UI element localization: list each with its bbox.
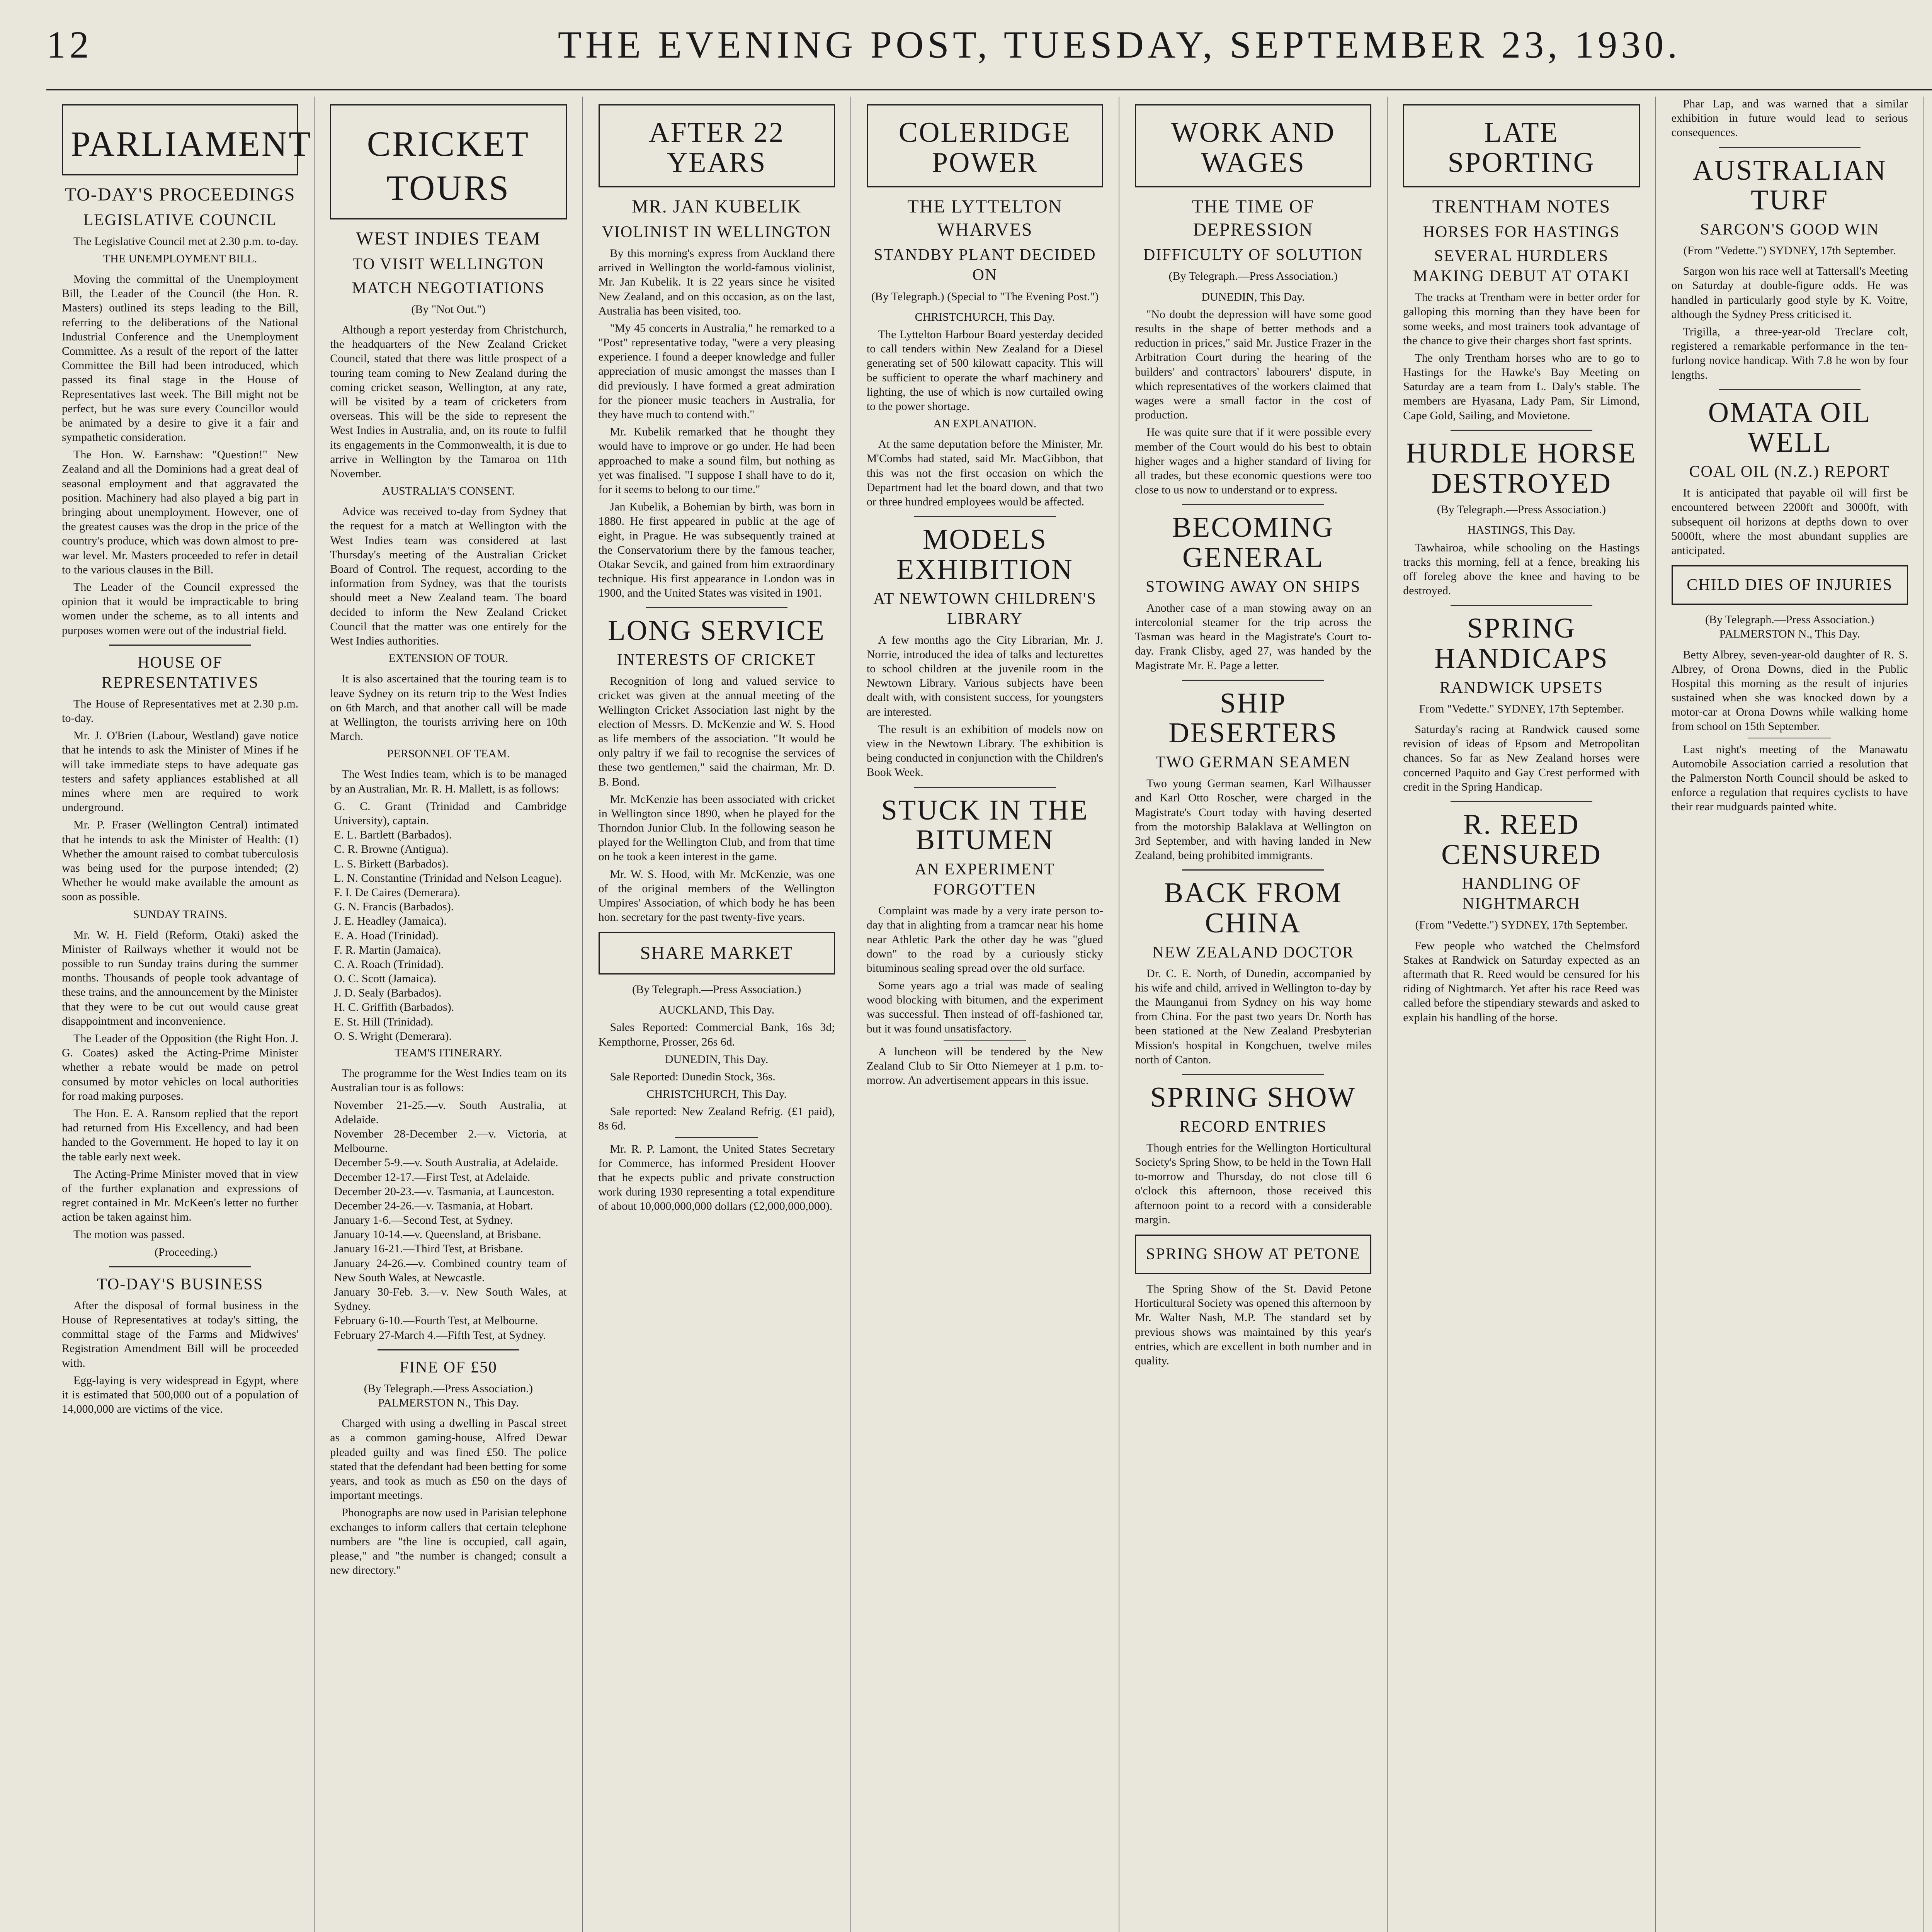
divider	[1182, 680, 1324, 681]
paragraph: The Legislative Council met at 2.30 p.m. to-day.	[73, 235, 299, 248]
subheading: SUNDAY TRAINS.	[133, 908, 228, 921]
paragraph: A few months ago the City Librarian, Mr. J. Norrie, introduced the idea of talks and lecturettes to school children at the juvenile room in the Newtown Library. Various subjects have been dealt with, with consistent success, for youngsters are interested.	[866, 633, 1103, 718]
paragraph: The Lyttelton Harbour Board yesterday decided to call tenders within New Zealand for a Diesel generating set of 500 kilowatt capacity. This will be sufficient to operate the wharf machinery and lighting, the use of which is now curtailed owing to the power shortage.	[866, 328, 1103, 413]
dateline: DUNEDIN, This Day.	[1201, 290, 1305, 303]
divider	[378, 1349, 519, 1350]
paragraph: Another case of a man stowing away on an intercolonial steamer for the trip across the Tasman was heard in the Magistrate's Court to-day. Frank Clisby, aged 27, was handed by the Magistrate Mr. E. Page a letter.	[1135, 601, 1372, 672]
paragraph: The Hon. W. Earnshaw: "Question!" New Zealand and all the Dominions had a great deal of seasonal employment and that aggravated the position. Machinery had also played a big part in bringing about unemployment. However, one of the greatest causes was the drop in the price of the country's produce, which was down almost to pre-war level. Mr. Masters proceeded to refer in detail to the various clauses in the Bill.	[62, 448, 299, 576]
paragraph: The programme for the West Indies team on its Australian tour is as follows:	[330, 1067, 567, 1094]
column-4	[851, 97, 1119, 1932]
subheading: THE UNEMPLOYMENT BILL.	[103, 252, 257, 265]
paragraph: Egg-laying is very widespread in Egypt, where it is estimated that 500,000 out of a population of 14,000,000 are victims of the vice.	[62, 1374, 299, 1416]
newspaper-columns	[46, 97, 1932, 1932]
paragraph: The result is an exhibition of models now on view in the Newtown Library. The exhibition is being conducted in conjunction with the Children's Book Week.	[866, 723, 1103, 779]
column-2	[315, 97, 583, 1932]
paragraph: After the disposal of formal business in the House of Representatives at today's sitting, the committal stage of the Farms and Midwives' Registration Amendment Bill will be proceeded with.	[62, 1299, 299, 1369]
paragraph: Mr. W. H. Field (Reform, Otaki) asked the Minister of Railways whether it would not be possible to run Sunday trains during the summer months. Thousands of people took advantage of these trains, and the announcement by the Minister that they were to be cut out would cause great disappointment and inconvenience.	[62, 928, 299, 1027]
stuck-in-bitumen-heading: STUCK IN THE BITUMEN	[881, 794, 1088, 856]
byline: (By Telegraph.—Press Association.)	[632, 983, 801, 996]
deck: INTERESTS OF CRICKET	[617, 651, 816, 669]
paragraph: Trigilla, a three-year-old Treclare colt, registered a remarkable performance in the ten-furlong novice handicap. With 7.8 he won by four lengths.	[1671, 325, 1908, 381]
byline: (By Telegraph.—Press Association.) PALMERSTON N., This Day.	[364, 1382, 533, 1410]
list-item: January 30-Feb. 3.—v. New South Wales, at Sydney.	[334, 1286, 567, 1313]
paragraph: It is also ascertained that the touring team is to leave Sydney on its return trip to the West Indies on 6th March, and that another call will be made at Wellington, the tourists arriving here on 10th March.	[330, 672, 567, 743]
work-and-wages-heading: WORK AND WAGES	[1171, 117, 1335, 179]
deck: HORSES FOR HASTINGS	[1423, 223, 1620, 241]
omata-oil-well-heading: OMATA OIL WELL	[1708, 396, 1871, 459]
divider	[1451, 605, 1592, 606]
list-item: J. D. Sealy (Barbados).	[334, 986, 442, 1000]
paragraph: (Proceeding.)	[154, 1245, 218, 1259]
paragraph: It is anticipated that payable oil will first be encountered between 2200ft and 3000ft, with subsequent oil horizons at depths down to over 5000ft, where the most abundant supplies are anticipated.	[1671, 486, 1908, 557]
ship-deserters-heading: SHIP DESERTERS	[1168, 687, 1338, 749]
paragraph: At the same deputation before the Minister, Mr. M'Combs had stated, said Mr. MacGibbon, that this was not the first occasion on which the Department had let the board down, and that two or three hundred employees would be affected.	[866, 438, 1103, 508]
paragraph: The West Indies team, which is to be managed by an Australian, Mr. R. H. Mallett, is as follows:	[330, 768, 567, 795]
becoming-general-heading: BECOMING GENERAL	[1172, 512, 1334, 573]
paragraph: Dr. C. E. North, of Dunedin, accompanied by his wife and child, arrived in Wellington to-day by the Maunganui from Sydney on his way home from China. For the past two years Dr. North has been stationed at the New Zealand Presbyterian Mission's hospital in Kongchuen, twelve miles north of Canton.	[1135, 967, 1372, 1066]
list-item: December 12-17.—First Test, at Adelaide.	[334, 1170, 531, 1184]
deck: HANDLING OF NIGHTMARCH	[1462, 875, 1581, 913]
list-item: December 5-9.—v. South Australia, at Adelaide.	[334, 1156, 558, 1169]
paragraph: Sales Reported: Commercial Bank, 16s 3d; Kempthorne, Prosser, 26s 6d.	[598, 1021, 835, 1048]
list-item: January 1-6.—Second Test, at Sydney.	[334, 1214, 513, 1227]
paragraph: The House of Representatives met at 2.30 p.m. to-day.	[62, 697, 299, 725]
list-item: November 21-25.—v. South Australia, at Adelaide.	[334, 1099, 567, 1126]
divider	[1182, 1074, 1324, 1075]
byline: From "Vedette." SYDNEY, 17th September.	[1419, 702, 1624, 715]
divider	[675, 1137, 758, 1138]
paragraph: Two young German seamen, Karl Wilhausser and Karl Otto Roscher, were charged in the Magistrate's Court today with having deserted from the motorship Balaklava at Wellington on 3rd September, and with having landed in New Zealand, being prohibited immigrants.	[1135, 777, 1372, 862]
coleridge-power-heading: COLERIDGE POWER	[898, 117, 1071, 179]
reed-censured-heading: R. REED CENSURED	[1441, 808, 1602, 871]
paragraph: The Acting-Prime Minister moved that in view of the further explanation and expressions of regret contained in Mr. McKeen's letter no further action be taken against him.	[62, 1167, 299, 1224]
list-item: G. N. Francis (Barbados).	[334, 900, 454, 913]
divider	[1182, 504, 1324, 505]
byline: (By Telegraph.—Press Association.)	[1437, 503, 1606, 516]
list-item: J. E. Headley (Jamaica).	[334, 915, 447, 928]
depression-heading: THE TIME OF DEPRESSION	[1192, 196, 1315, 240]
list-item: F. I. De Caires (Demerara).	[334, 886, 460, 899]
paragraph: The Hon. E. A. Ransom replied that the report had returned from His Excellency, and had been handed to the Government. He hoped to lay it on the table early next week.	[62, 1107, 299, 1163]
kubelik-heading: MR. JAN KUBELIK	[631, 196, 802, 217]
subheading: EXTENSION OF TOUR.	[388, 652, 509, 665]
todays-business-heading: TO-DAY'S BUSINESS	[97, 1275, 264, 1293]
deck: SARGON'S GOOD WIN	[1700, 220, 1879, 238]
paragraph: Mr. J. O'Brien (Labour, Westland) gave notice that he intends to ask the Minister of Mines if he will take immediate steps to have adequate gas testers and safety appliances established at all mines where men are required to work underground.	[62, 729, 299, 814]
house-of-representatives-heading: HOUSE OF REPRESENTATIVES	[101, 653, 259, 692]
list-item: January 10-14.—v. Queensland, at Brisbane.	[334, 1228, 541, 1241]
paragraph: The only Trentham horses who are to go to Hastings for the Hawke's Bay Meeting on Saturday are a team from L. Daly's stable. The members are Hyasana, Lady Pam, Sir Limond, Cape Gold, Sailing, and Movietone.	[1403, 351, 1640, 422]
paragraph: Sargon won his race well at Tattersall's Meeting on Saturday at double-figure odds. He was handled in particularly good style by K. Voitre, although the Sydney Press criticised it.	[1671, 265, 1908, 321]
deck: TO VISIT WELLINGTON	[352, 255, 544, 273]
list-item: December 24-26.—v. Tasmania, at Hobart.	[334, 1199, 533, 1212]
trentham-notes-heading: TRENTHAM NOTES	[1432, 196, 1611, 217]
paragraph: Mr. R. P. Lamont, the United States Secretary for Commerce, has informed President Hoover that he expects public and private construction work during 1930 representing a total expenditure of about 10,000,000,000 dollars (£2,000,000,000).	[598, 1142, 835, 1213]
dateline: AUCKLAND, This Day.	[659, 1003, 775, 1017]
paragraph: A luncheon will be tendered by the New Zealand Club to Sir Otto Niemeyer at 1 p.m. to-morrow. An advertisement appears in this issue.	[866, 1045, 1103, 1087]
paragraph: Moving the committal of the Unemployment Bill, the Leader of the Council (the Hon. R. Masters) outlined its steps leading to the Bill, referring to the deliberations of the National Industrial Conference and the Unemployment Committee. As a result of the report of the latter Committee the Bill had been introduced, which passed its final stage in the House of Representatives last week. The Bill might not be perfect, but he was sure every Councillor would be animated by a desire to give it a fair and sympathetic consideration.	[62, 273, 299, 444]
deck: RANDWICK UPSETS	[1439, 679, 1603, 697]
itinerary-list	[330, 1098, 566, 1342]
divider	[1451, 430, 1592, 431]
byline: (By Telegraph.—Press Association.)	[1168, 270, 1338, 283]
fine-heading: FINE OF £50	[399, 1358, 497, 1376]
byline: (From "Vedette.") SYDNEY, 17th September.	[1683, 244, 1896, 257]
paragraph: Mr. P. Fraser (Wellington Central) intimated that he intends to ask the Minister of Health: (1) Whether the amount raised to combat tuberculosis was being used for the purpose intended; (2) Whether he would make available the amount as soon as possible.	[62, 818, 299, 903]
list-item: December 20-23.—v. Tasmania, at Launceston.	[334, 1185, 554, 1198]
column-7	[1656, 97, 1924, 1932]
paragraph: Saturday's racing at Randwick caused some revision of ideas of Epsom and Metropolitan chances. So far as New Zealand horses were concerned Paquito and Gay Crest performed with credit in the Spring Handicap.	[1403, 723, 1640, 793]
deck: STANDBY PLANT DECIDED ON	[874, 246, 1096, 284]
divider	[944, 1040, 1026, 1041]
divider	[109, 1266, 251, 1267]
subheading: AUSTRALIA'S CONSENT.	[382, 485, 515, 498]
paragraph: Mr. W. S. Hood, with Mr. McKenzie, was one of the original members of the Wellington Umpires' Association, of which body he has been hon. secretary for the past twenty-five years.	[598, 867, 835, 924]
dateline: CHRISTCHURCH, This Day.	[646, 1088, 787, 1101]
child-dies-heading: CHILD DIES OF INJURIES	[1687, 576, 1893, 594]
deck: SEVERAL HURDLERS MAKING DEBUT AT OTAKI	[1413, 247, 1630, 286]
team-list	[330, 799, 566, 1043]
list-item: January 16-21.—Third Test, at Brisbane.	[334, 1242, 523, 1255]
late-sporting-heading: LATE SPORTING	[1447, 117, 1595, 179]
dateline: CHRISTCHURCH, This Day.	[915, 310, 1055, 323]
paragraph: Charged with using a dwelling in Pascal street as a common gaming-house, Alfred Dewar pleaded guilty and was fined £50. The police stated that the defendant had been betting for some years, and took as much as £50 on the days of important meetings.	[330, 1417, 567, 1502]
paragraph: "No doubt the depression will have some good results in the shape of better methods and a reduction in prices," said Mr. Justice Frazer in the Arbitration Court during the hearing of the builders' and contractors' labourers' dispute, in which representatives of the workers claimed that wages were a small factor in the cost of production.	[1135, 308, 1372, 422]
divider	[109, 645, 251, 646]
long-service-heading: LONG SERVICE	[608, 615, 825, 647]
paragraph: The Spring Show of the St. David Petone Horticultural Society was opened this afternoon by Mr. Walter Nash, M.P. The standard set by previous shows was maintained by this year's entries, which are excellent in both number and in quality.	[1135, 1282, 1372, 1367]
subheading: TEAM'S ITINERARY.	[395, 1046, 502, 1060]
paragraph: Though entries for the Wellington Horticultural Society's Spring Show, to be held in the Town Hall to-morrow and Thursday, do not close till 6 o'clock this afternoon, those received this afternoon point to a record with a considerable margin.	[1135, 1141, 1372, 1226]
paragraph: Recognition of long and valued service to cricket was given at the annual meeting of the Wellington Cricket Association last night by the election of Messrs. D. McKenzie and W. S. Hood as life members of the association. "It would be only paltry if we fail to recognise the services of these two gentlemen," said the chairman, Mr. D. B. Bond.	[598, 675, 835, 788]
list-item: C. A. Roach (Trinidad).	[334, 957, 444, 971]
todays-proceedings-heading: TO-DAY'S PROCEEDINGS	[65, 184, 296, 205]
paragraph: The tracks at Trentham were in better order for galloping this morning than they have been for some weeks, and most trainers took advantage of the chance to give their charges short fast sprints.	[1403, 291, 1640, 347]
column-3	[583, 97, 851, 1932]
australian-turf-heading: AUSTRALIAN TURF	[1692, 154, 1887, 216]
byline: (By Telegraph.) (Special to "The Evening Post.")	[871, 290, 1099, 303]
paragraph: Tawhairoa, while schooling on the Hastings tracks this morning, fell at a fence, breaking his off foreleg above the knee and having to be destroyed.	[1403, 541, 1640, 597]
paragraph: Mr. McKenzie has been associated with cricket in Wellington since 1890, when he played for the Thorndon Junior Club. In the following season he played for the Wellington Club, and from that time on he took a keen interest in the game.	[598, 793, 835, 863]
paragraph: Last night's meeting of the Manawatu Automobile Association carried a resolution that the Palmerston North Council should be asked to enforce a regulation that requires cyclists to have their rear mudguards painted white.	[1671, 743, 1908, 813]
list-item: O. S. Wright (Demerara).	[334, 1029, 452, 1043]
deck: NEW ZEALAND DOCTOR	[1152, 943, 1354, 961]
dateline: HASTINGS, This Day.	[1467, 524, 1575, 537]
paragraph: Phar Lap, and was warned that a similar exhibition in future would lead to serious consequences.	[1671, 97, 1908, 139]
byline: (By "Not Out.")	[411, 303, 486, 316]
paragraph: "My 45 concerts in Australia," he remarked to a "Post" representative today, "were a very pleasing experience. I found a deeper knowledge and fuller appreciation of music amongst the masses than I did previously. I have formed a great admiration for the pioneer music teachers in Australia, for they have much to contend with."	[598, 321, 835, 421]
deck: COAL OIL (N.Z.) REPORT	[1689, 463, 1890, 481]
divider	[646, 607, 787, 608]
west-indies-team-heading: WEST INDIES TEAM	[356, 228, 541, 249]
list-item: F. R. Martin (Jamaica).	[334, 943, 441, 956]
column-1	[46, 97, 315, 1932]
paragraph: Jan Kubelik, a Bohemian by birth, was born in 1880. He first appeared in public at the age of eight, in Prague. He was subsequently trained at the Conservatorium there by the famous teacher, Otakar Sevcik, and gained from him extraordinary technique. His first appearance in London was in 1900, and the United States was visited in 1901.	[598, 500, 835, 600]
back-from-china-heading: BACK FROM CHINA	[1164, 877, 1342, 939]
paragraph: Sale Reported: Dunedin Stock, 36s.	[610, 1070, 776, 1083]
list-item: February 27-March 4.—Fifth Test, at Sydney.	[334, 1328, 546, 1342]
list-item: E. St. Hill (Trinidad).	[334, 1015, 434, 1028]
divider	[1719, 389, 1861, 390]
page-number-left: 12	[46, 23, 93, 66]
list-item: O. C. Scott (Jamaica).	[334, 972, 437, 985]
hurdle-horse-heading: HURDLE HORSE DESTROYED	[1406, 437, 1637, 499]
deck: TWO GERMAN SEAMEN	[1155, 753, 1351, 772]
paragraph: Few people who watched the Chelmsford Stakes at Randwick on Saturday expected as an aftermath that R. Reed would be censured for his riding of Nightmarch. Yet after his race Reed was called before the stipendiary stewards and asked to explain his handling of the horse.	[1403, 939, 1640, 1024]
list-item: February 6-10.—Fourth Test, at Melbourne.	[334, 1314, 538, 1327]
parliament-heading: PARLIAMENT	[71, 124, 312, 163]
list-item: L. S. Birkett (Barbados).	[334, 857, 449, 870]
lyttelton-wharves-heading: THE LYTTELTON WHARVES	[907, 196, 1063, 240]
paragraph: Advice was received to-day from Sydney that the request for a match at Wellington with the West Indies team was considered at last Thursday's meeting of the Australian Cricket Board of Control. The request, according to the information from Sydney, was that the tourists should meet a New Zealand team. The board decided to inform the New Zealand Cricket Council that the matter was one entirely for the West Indies authorities.	[330, 505, 567, 647]
paragraph: By this morning's express from Auckland there arrived in Wellington the world-famous violinist, Mr. Jan Kubelik. It is 22 years since he visited New Zealand, and on this occasion, as on the last, Australia has been visited, too.	[598, 247, 835, 317]
list-item: January 24-26.—v. Combined country team of New South Wales, at Newcastle.	[334, 1257, 567, 1284]
column-8	[1924, 97, 1932, 1932]
dateline: DUNEDIN, This Day.	[665, 1053, 769, 1066]
list-item: E. L. Bartlett (Barbados).	[334, 828, 452, 842]
divider	[914, 787, 1056, 788]
divider	[1451, 801, 1592, 802]
list-item: L. N. Constantine (Trinidad and Nelson League).	[334, 871, 562, 884]
column-6	[1388, 97, 1656, 1932]
paragraph: Phonographs are now used in Parisian telephone exchanges to inform callers that certain telephone numbers are "the line is occupied, call again, please," and "the number is changed; consult a new directory."	[330, 1506, 567, 1577]
deck: RECORD ENTRIES	[1179, 1117, 1327, 1136]
paragraph: The motion was passed.	[73, 1228, 185, 1241]
paragraph: Although a report yesterday from Christchurch, the headquarters of the New Zealand Cricket Council, stated that there was little prospect of a touring team coming to New Zealand during the coming cricket season, Wellington, at any rate, will be visited by a team of cricketers from overseas. This will be the side to represent the West Indies in Australia, and, on its route to fulfil its engagements in the Commonwealth, it is due to arrive in Wellington by the Tamaroa on 11th November.	[330, 323, 567, 480]
spring-handicaps-heading: SPRING HANDICAPS	[1434, 612, 1609, 674]
divider	[1182, 869, 1324, 871]
list-item: H. C. Griffith (Barbados).	[334, 1001, 454, 1014]
masthead	[46, 12, 1932, 90]
spring-show-heading: SPRING SHOW	[1150, 1082, 1356, 1114]
column-5	[1119, 97, 1388, 1932]
deck: MATCH NEGOTIATIONS	[352, 279, 545, 297]
masthead-title: THE EVENING POST, TUESDAY, SEPTEMBER 23, 1930.	[558, 23, 1681, 66]
share-market-heading: SHARE MARKET	[640, 943, 793, 964]
list-item: G. C. Grant (Trinidad and Cambridge University), captain.	[334, 799, 567, 827]
paragraph: He was quite sure that if it were possible every member of the Court would do his best to obtain higher wages and a higher standard of living for all trades, but these economic questions were too close to us now to understand or to express.	[1135, 426, 1372, 497]
paragraph: Sale reported: New Zealand Refrig. (£1 paid), 8s 6d.	[598, 1105, 835, 1133]
deck: AT NEWTOWN CHILDREN'S LIBRARY	[873, 590, 1097, 628]
deck: AN EXPERIMENT FORGOTTEN	[915, 860, 1055, 899]
paragraph: Some years ago a trial was made of sealing wood blocking with bitumen, and the experiment was successful. Then instead of off-fashioned tar, but it was found unsatisfactory.	[866, 979, 1103, 1035]
divider	[914, 516, 1056, 517]
deck: STOWING AWAY ON SHIPS	[1145, 578, 1361, 596]
spring-show-petone-heading: SPRING SHOW AT PETONE	[1146, 1245, 1361, 1263]
list-item: E. A. Hoad (Trinidad).	[334, 929, 439, 942]
cricket-tours-heading: CRICKET TOURS	[367, 124, 530, 208]
subheading: AN EXPLANATION.	[933, 417, 1037, 430]
subheading: PERSONNEL OF TEAM.	[387, 747, 510, 760]
legislative-council-heading: LEGISLATIVE COUNCIL	[83, 211, 277, 229]
deck: VIOLINIST IN WELLINGTON	[602, 223, 832, 241]
paragraph: Mr. Kubelik remarked that he thought they would have to improve or go under. He had been approached to make a sound film, but nothing as yet was finalised. "I suppose I shall have to do it, for it seems to belong to our time."	[598, 425, 835, 496]
paragraph: Complaint was made by a very irate person to-day that in alighting from a tramcar near his home near Athletic Park the other day he was "glued down" to the road by a curiously sticky bituminous sealing spread over the old surface.	[866, 904, 1103, 975]
paragraph: Betty Albrey, seven-year-old daughter of R. S. Albrey, of Orona Downs, died in the Public Hospital this morning as the result of injuries sustained when she was knocked down by a motor-car at Orona Downs while walking home from school on 15th September.	[1671, 648, 1908, 733]
deck: DIFFICULTY OF SOLUTION	[1143, 246, 1363, 264]
paragraph: The Leader of the Opposition (the Right Hon. J. G. Coates) asked the Acting-Prime Minister whether a rebate would be made on petrol consumed by motor vehicles on local authorities for road making purposes.	[62, 1032, 299, 1102]
byline: (From "Vedette.") SYDNEY, 17th September.	[1415, 918, 1628, 932]
byline: (By Telegraph.—Press Association.) PALMERSTON N., This Day.	[1705, 613, 1874, 641]
paragraph: The Leader of the Council expressed the opinion that it would be impracticable to bring women under the scheme, as to all intents and purposes women were out of the industrial field.	[62, 580, 299, 637]
list-item: C. R. Browne (Antigua).	[334, 843, 449, 856]
models-exhibition-heading: MODELS EXHIBITION	[896, 524, 1073, 585]
divider	[1719, 147, 1861, 148]
list-item: November 28-December 2.—v. Victoria, at Melbourne.	[334, 1127, 567, 1155]
after-22-years-heading: AFTER 22 YEARS	[649, 117, 785, 179]
